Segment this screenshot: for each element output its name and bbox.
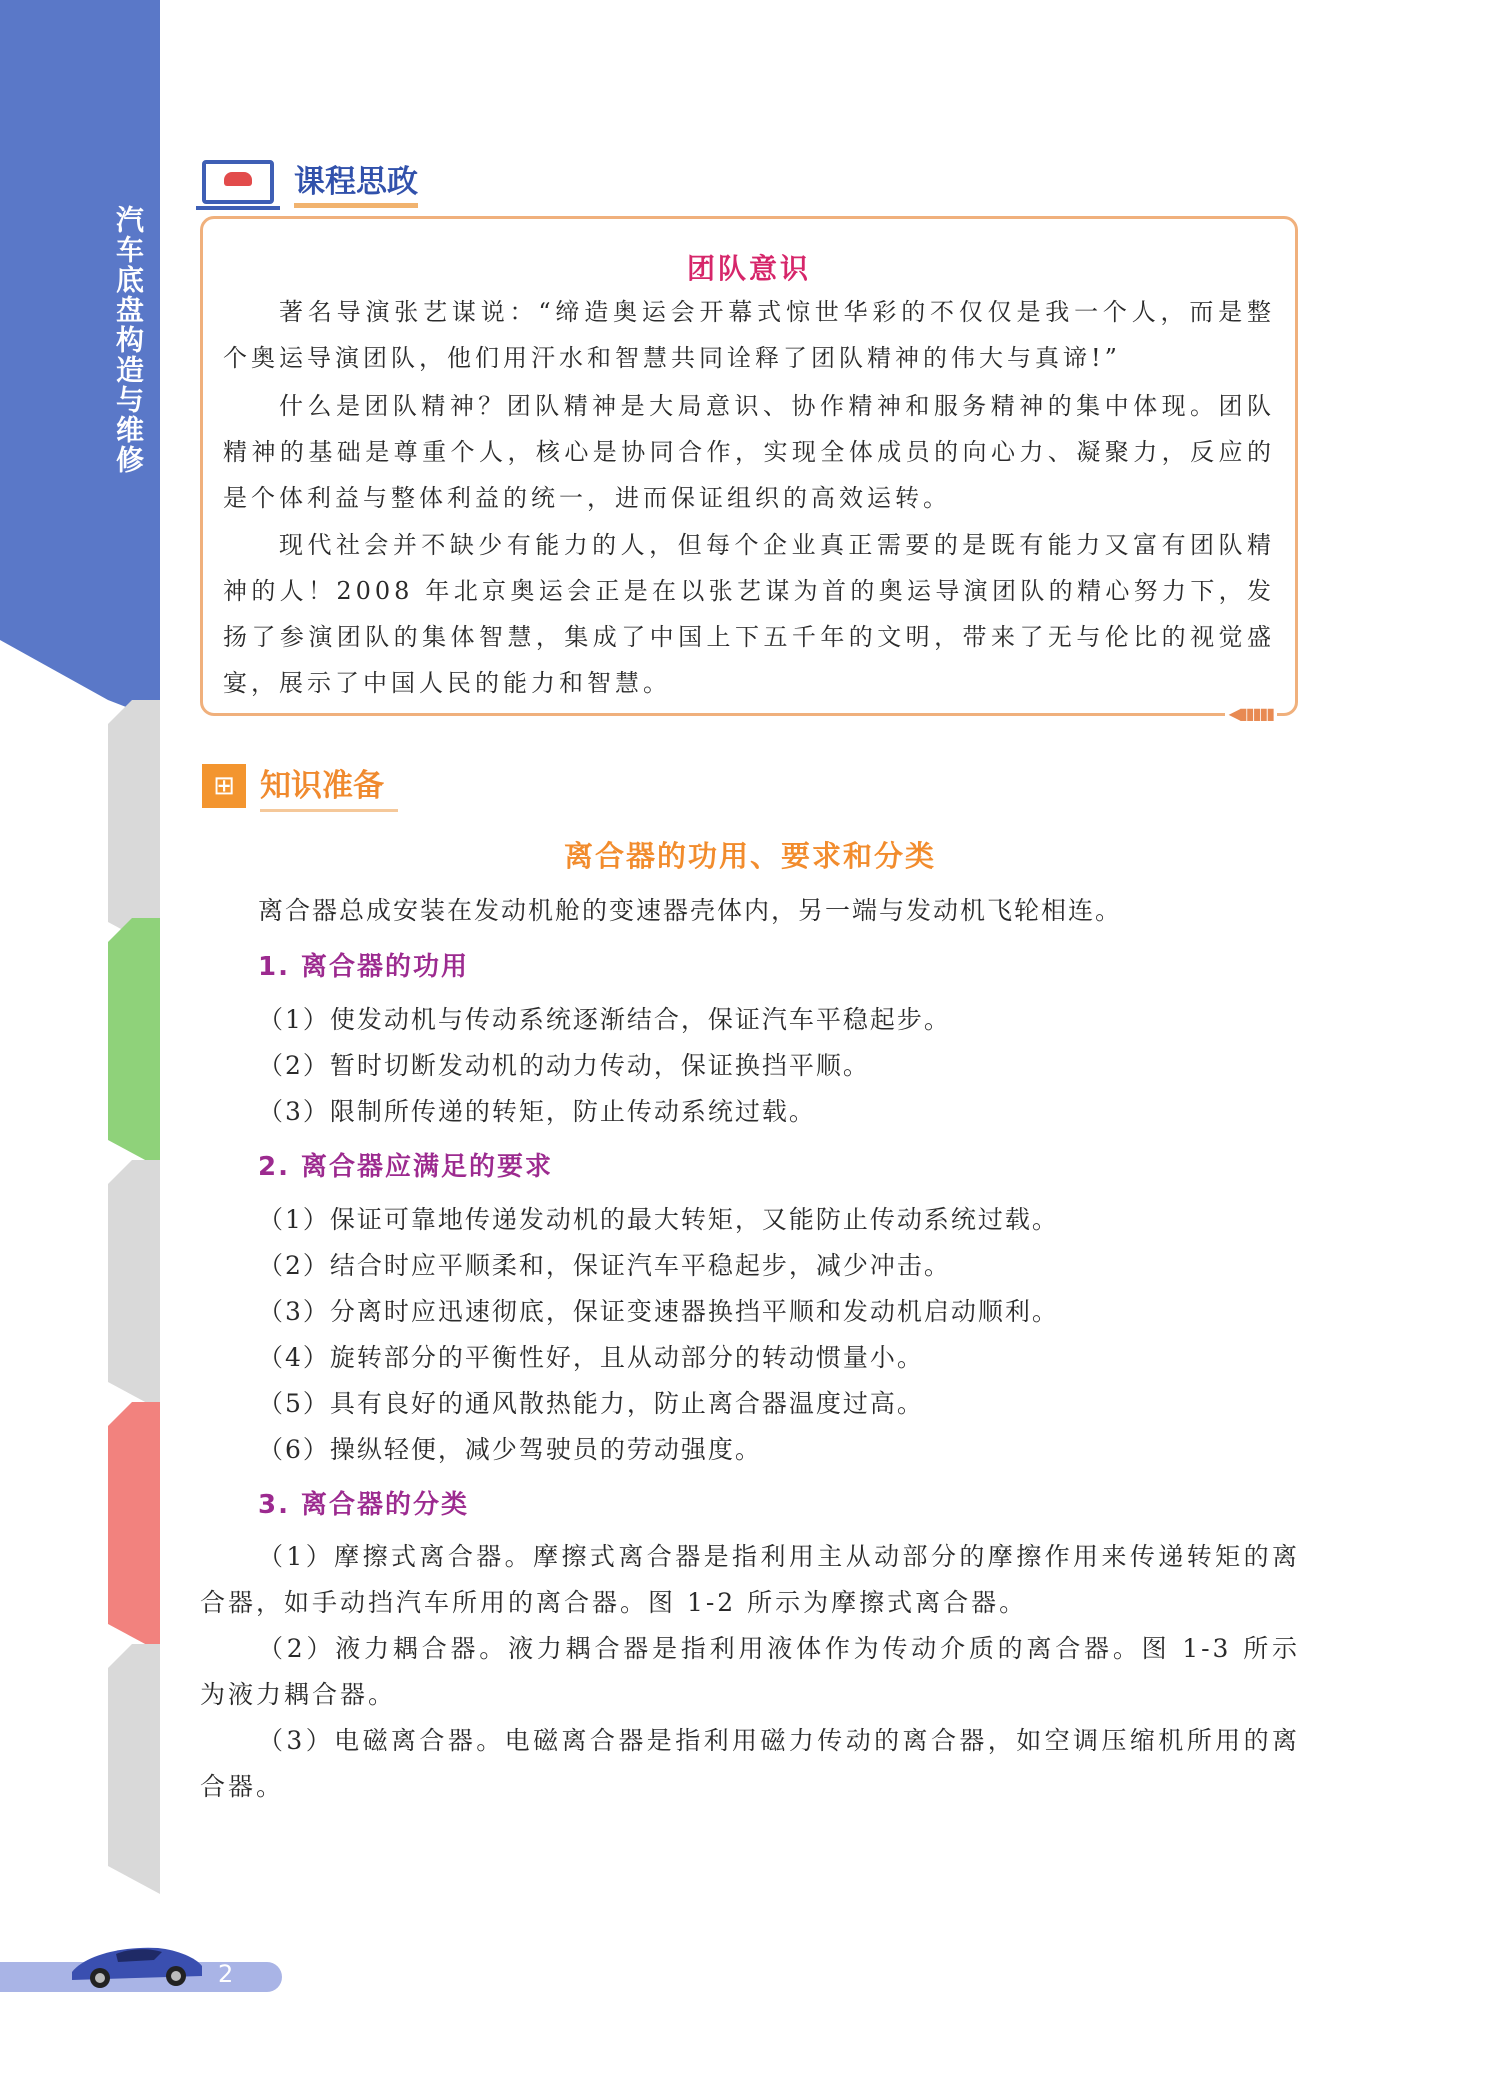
sidebar-tab-grey	[108, 1160, 160, 1410]
paragraph: （1）摩擦式离合器。摩擦式离合器是指利用主从动部分的摩擦作用来传递转矩的离合器，如手动挡汽车所用的离合器。图 1-2 所示为摩擦式离合器。	[200, 1542, 1300, 1617]
sidebar-tab-green	[108, 918, 160, 1168]
page-title: 离合器的功用、要求和分类	[563, 839, 936, 873]
ideology-paragraph: 现代社会并不缺少有能力的人，但每个企业真正需要的是既有能力又富有团队精神的人！2008 年北京奥运会正是在以张艺谋为首的奥运导演团队的精心努力下，发扬了参演团队的集体智慧，集成了中国上下五千年的文明，带来了无与伦比的视觉盛宴，展示了中国人民的能力和智慧。	[223, 531, 1275, 697]
sidebar-book-title: 汽车底盘构造与维修	[112, 205, 145, 475]
list-item: （5）具有良好的通风散热能力，防止离合器温度过高。	[258, 1389, 924, 1418]
list-item: （6）操纵轻便，减少驾驶员的劳动强度。	[258, 1435, 762, 1464]
ideology-paragraph: 著名导演张艺谋说：“缔造奥运会开幕式惊世华彩的不仅仅是我一个人，而是整个奥运导演团队，他们用汗水和智慧共同诠释了团队精神的伟大与真谛!”	[223, 298, 1275, 372]
laptop-car-icon	[202, 160, 274, 204]
list-item: （4）旋转部分的平衡性好，且从动部分的转动惯量小。	[258, 1343, 924, 1372]
sidebar-tab-grey	[108, 1644, 160, 1894]
list-item: （2）暂时切断发动机的动力传动，保证换挡平顺。	[258, 1051, 870, 1080]
ideology-paragraph: 什么是团队精神？团队精神是大局意识、协作精神和服务精神的集中体现。团队精神的基础是尊重个人，核心是协同合作，实现全体成员的向心力、凝聚力，反应的是个体利益与整体利益的统一，进而保证组织的高效运转。	[223, 392, 1275, 512]
subheading: 1. 离合器的功用	[258, 952, 470, 982]
subheading: 3. 离合器的分类	[258, 1490, 470, 1520]
sidebar-tab-red	[108, 1402, 160, 1652]
sidebar-tab-grey	[108, 700, 160, 950]
ideology-section-title: 课程思政	[294, 156, 418, 208]
ideology-box-title: 团队意识	[686, 252, 811, 285]
list-item: （3）分离时应迅速彻底，保证变速器换挡平顺和发动机启动顺利。	[258, 1297, 1059, 1326]
arrow-icon: ◀▮▮▮▮▮	[1225, 704, 1277, 723]
ideology-section-header	[202, 156, 418, 208]
sports-car-icon	[66, 1932, 206, 1992]
page-number: 2	[218, 1960, 234, 1988]
ideology-box	[200, 216, 1298, 723]
subheading: 2. 离合器应满足的要求	[258, 1152, 554, 1182]
list-item: （1）保证可靠地传递发动机的最大转矩，又能防止传动系统过载。	[258, 1205, 1059, 1234]
knowledge-section-header	[202, 760, 398, 812]
paragraph: （3）电磁离合器。电磁离合器是指利用磁力传动的离合器，如空调压缩机所用的离合器。	[200, 1726, 1300, 1801]
list-item: （3）限制所传递的转矩，防止传动系统过载。	[258, 1097, 816, 1126]
intro-text: 离合器总成安装在发动机舱的变速器壳体内，另一端与发动机飞轮相连。	[258, 896, 1123, 925]
knowledge-section-title: 知识准备	[260, 760, 398, 812]
book-icon: ⊞	[202, 764, 246, 808]
list-item: （1）使发动机与传动系统逐渐结合，保证汽车平稳起步。	[258, 1005, 951, 1034]
list-item: （2）结合时应平顺柔和，保证汽车平稳起步，减少冲击。	[258, 1251, 951, 1280]
paragraph: （2）液力耦合器。液力耦合器是指利用液体作为传动介质的离合器。图 1-3 所示为液力耦合器。	[200, 1634, 1300, 1709]
